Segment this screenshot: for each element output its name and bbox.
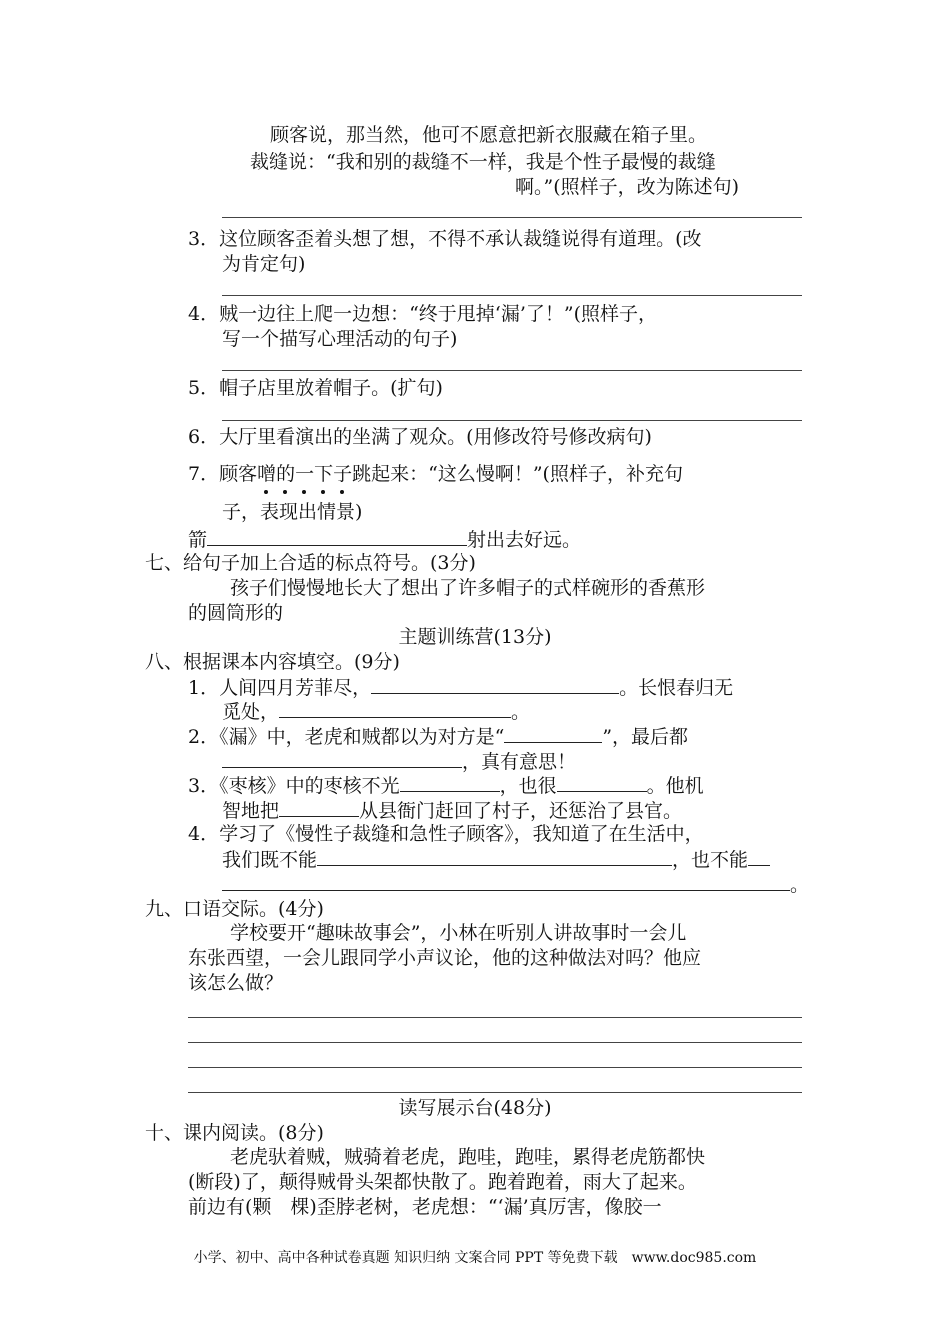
section7-line2: 的圆筒形的 [188, 602, 284, 624]
answer-line-s9-1[interactable] [188, 1017, 802, 1018]
s8-i2-post: ”，最后都 [602, 726, 689, 748]
section8-item2-line2 [222, 749, 576, 774]
item7-suffix: 跳起来：“这么慢啊！”(照样子，补充句 [352, 463, 683, 485]
emphasis-dot [264, 490, 268, 494]
s8-i2-pre: 2．《漏》中，老虎和贼都以为对方是“ [188, 726, 505, 748]
theme-heading-2: 读写展示台(48分) [398, 1097, 552, 1119]
theme-heading-1: 主题训练营(13分) [398, 626, 552, 648]
section8-item2-line1 [188, 724, 688, 749]
answer-line-item4[interactable] [222, 370, 802, 371]
emphasis-dot [283, 490, 287, 494]
blank-s8-i2b[interactable] [222, 749, 462, 768]
item7-line2: 子，表现出情景) [222, 501, 363, 523]
blank-s8-i4b[interactable] [748, 847, 770, 866]
item3-line2: 为肯定句) [222, 253, 306, 275]
section8-item3-line2 [222, 798, 682, 823]
footer-text: 小学、初中、高中各种试卷真题 知识归纳 文案合同 PPT 等免费下载 www.doc985.com [193, 1250, 757, 1266]
item7-c-suffix: 射出去好远。 [467, 529, 582, 551]
blank-s8-i3b[interactable] [557, 773, 647, 792]
section10-line1: 老虎驮着贼，贼骑着老虎，跑哇，跑哇，累得老虎筋都快 [230, 1146, 706, 1168]
s8-i3-mid: ，也很 [499, 775, 557, 797]
example-line: 顾客说，那当然，他可不愿意把新衣服藏在箱子里。 [270, 124, 708, 146]
section9-line2: 东张西望，一会儿跟同学小声议论，他的这种做法对吗？他应 [188, 947, 702, 969]
s8-i4b-pre: 我们既不能 [222, 849, 318, 871]
blank-item7[interactable] [207, 527, 467, 546]
item3-line1: 3．这位顾客歪着头想了想，不得不承认裁缝说得有道理。(改 [188, 228, 702, 250]
section8-title: 八、根据课本内容填空。(9分) [145, 651, 400, 673]
blank-s8-i3a[interactable] [400, 773, 500, 792]
s8-i3-post: 。他机 [646, 775, 704, 797]
section10-line2: (断段)了，颠得贼骨头架都快散了。跑着跑着，雨大了起来。 [188, 1171, 697, 1193]
s8-i3b-pre: 智地把 [222, 800, 280, 822]
item6: 6．大厅里看演出的坐满了观众。(用修改符号修改病句) [188, 426, 652, 448]
blank-s8-i3c[interactable] [279, 798, 359, 817]
section8-item1-line1 [188, 675, 733, 700]
s8-i4c-post: 。 [790, 874, 810, 896]
emphasis-dot [321, 490, 325, 494]
item7-c-prefix: 箭 [188, 529, 208, 551]
s8-i1-post: 。长恨春归无 [619, 677, 734, 699]
answer-line-item3[interactable] [222, 295, 802, 296]
item7-line1 [188, 462, 683, 486]
answer-line-item2[interactable] [222, 217, 802, 218]
blank-s8-i4a[interactable] [317, 847, 672, 866]
answer-line-item5[interactable] [222, 420, 802, 421]
s8-i4b-post: ，也不能 [672, 849, 749, 871]
s8-i2b-post: ，真有意思！ [462, 751, 577, 773]
emphasis-dot [340, 490, 344, 494]
answer-line-s9-4[interactable] [188, 1092, 802, 1093]
section9-line3: 该怎么做？ [188, 972, 284, 994]
section8-item4-line2 [222, 847, 770, 872]
emphasis-dot [302, 490, 306, 494]
item2-line1: 裁缝说：“我和别的裁缝不一样，我是个性子最慢的裁缝 [250, 151, 716, 173]
s8-i3-pre: 3．《枣核》中的枣核不光 [188, 775, 400, 797]
s8-i1b-post: 。 [511, 701, 531, 723]
item7-dotted-phrase [257, 463, 352, 485]
item7-prefix: 7．顾客 [188, 463, 258, 485]
section8-item4-line1: 4．学习了《慢性子裁缝和急性子顾客》，我知道了在生活中， [188, 823, 704, 845]
blank-s8-i1a[interactable] [371, 675, 619, 694]
section8-item1-line2 [222, 699, 530, 724]
section7-title: 七、给句子加上合适的标点符号。(3分) [145, 552, 476, 574]
blank-s8-i1b[interactable] [279, 699, 511, 718]
section10-title: 十、课内阅读。(8分) [145, 1122, 324, 1144]
item4-line2: 写一个描写心理活动的句子) [222, 328, 458, 350]
blank-s8-i4c[interactable] [222, 872, 790, 891]
section8-item3-line1 [188, 773, 704, 798]
s8-i3b-post: 从县衙门赶回了村子，还惩治了县官。 [359, 800, 683, 822]
section10-line3: 前边有(颗 棵)歪脖老树，老虎想：“‘漏’真厉害，像胶一 [188, 1196, 662, 1218]
item5: 5．帽子店里放着帽子。(扩句) [188, 377, 443, 399]
blank-s8-i2a[interactable] [504, 724, 602, 743]
item7-line3 [188, 527, 581, 552]
item2-line2: 啊。”(照样子，改为陈述句) [515, 176, 740, 198]
section8-item4-line3 [222, 872, 809, 897]
s8-i1b-pre: 觅处， [222, 701, 280, 723]
section7-line1: 孩子们慢慢地长大了想出了许多帽子的式样碗形的香蕉形 [230, 577, 706, 599]
item4-line1: 4．贼一边往上爬一边想：“终于甩掉‘漏’了！”(照样子， [188, 303, 658, 325]
answer-line-s9-3[interactable] [188, 1067, 802, 1068]
item7-dotted-text: 噌的一下子 [257, 463, 353, 485]
s8-i1-pre: 1．人间四月芳菲尽， [188, 677, 372, 699]
section9-line1: 学校要开“趣味故事会”，小林在听别人讲故事时一会儿 [230, 922, 687, 944]
section9-title: 九、口语交际。(4分) [145, 898, 324, 920]
answer-line-s9-2[interactable] [188, 1042, 802, 1043]
